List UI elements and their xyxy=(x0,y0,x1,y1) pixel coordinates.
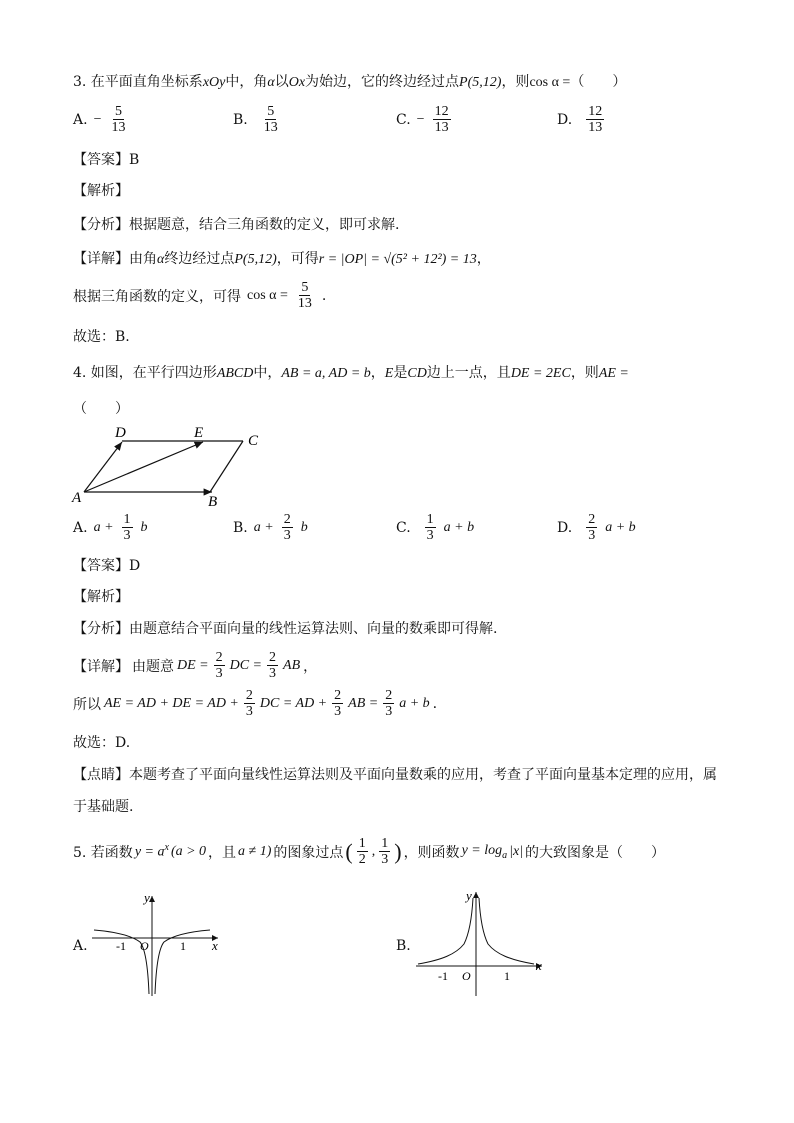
q3-stem xyxy=(73,72,626,93)
q3-stem-ox: Ox xyxy=(288,75,306,90)
fraction xyxy=(586,104,604,135)
q4-answer xyxy=(73,556,140,576)
answer-value: D xyxy=(129,558,141,574)
fraction xyxy=(282,512,293,543)
denominator: 3 xyxy=(334,704,342,719)
denominator: 3 xyxy=(426,528,434,543)
option-letter: B. xyxy=(233,519,248,536)
label-c: C xyxy=(248,433,259,449)
q5-stem xyxy=(73,836,665,867)
option-sign: − xyxy=(416,111,425,127)
vector-dc: DC = xyxy=(229,657,263,673)
q4-xiangjie xyxy=(73,650,317,681)
denominator: 3 xyxy=(385,704,393,719)
numerator: 2 xyxy=(269,650,277,665)
q4-fenxi xyxy=(73,619,497,639)
q3-answer xyxy=(73,150,139,170)
fraction xyxy=(109,104,127,135)
period: . xyxy=(432,695,438,712)
denominator: 3 xyxy=(123,528,131,543)
q4-paren: （ ） xyxy=(73,401,129,417)
denominator: 13 xyxy=(588,120,603,135)
denominator: 3 xyxy=(381,852,389,867)
q4-stem-text: ，则 xyxy=(570,365,599,381)
q4-stem-text: 边上一点，且 xyxy=(426,365,511,381)
func-exp: x xyxy=(164,842,169,854)
log-base: a xyxy=(502,849,508,861)
xiangjie-text: 由角 xyxy=(129,251,157,267)
q3-option-a[interactable] xyxy=(73,104,129,135)
q3-stem-text: 中，角 xyxy=(225,74,268,90)
period: . xyxy=(321,287,327,304)
q3-stem-text: 3. 在平面直角坐标系 xyxy=(73,74,203,90)
q3-stem-text: 为始边，它的终边经过点 xyxy=(305,74,460,90)
q3-line2 xyxy=(73,280,326,311)
q5-func xyxy=(135,842,169,861)
xiangjie-text: 由题意 xyxy=(132,658,174,675)
curve-right xyxy=(479,898,534,964)
q4-suoyi xyxy=(73,688,437,719)
fraction xyxy=(357,836,368,867)
numerator: 1 xyxy=(358,836,366,851)
q5-stem-text: ，则函数 xyxy=(403,844,460,861)
fraction xyxy=(379,836,390,867)
option-post: a + b xyxy=(443,519,475,535)
numerator: 12 xyxy=(588,104,603,119)
numerator: 5 xyxy=(267,104,275,119)
numerator: 2 xyxy=(245,688,253,703)
option-pre: a + xyxy=(253,519,274,535)
q5-cond: (a > 0 xyxy=(170,843,207,859)
numerator: 1 xyxy=(381,836,389,851)
numerator: 2 xyxy=(283,512,291,527)
y-label: y xyxy=(144,890,150,905)
fraction xyxy=(244,688,255,719)
q3-stem-coord: xOy xyxy=(202,75,226,90)
denominator: 13 xyxy=(297,296,312,311)
radius-expr: r = |OP| = √(5² + 12²) = 13 xyxy=(318,252,477,267)
vector-ae xyxy=(84,442,203,492)
q4-stem xyxy=(73,363,629,384)
denominator: 2 xyxy=(358,852,366,867)
option-letter: A. xyxy=(73,111,88,128)
tick-neg1: -1 xyxy=(438,969,448,983)
denominator: 13 xyxy=(434,120,449,135)
abs-x: |x| xyxy=(509,843,524,859)
q3-stem-cos: cos α = xyxy=(529,75,571,90)
denominator: 3 xyxy=(283,528,291,543)
answer-tag: 【答案】 xyxy=(73,152,129,168)
tick-neg1: -1 xyxy=(116,939,126,953)
expr-part-2: DC = AD + xyxy=(259,695,328,711)
numerator: 2 xyxy=(334,688,342,703)
q4-option-c[interactable] xyxy=(396,512,474,543)
dianjing-text: 本题考查了平面向量线性运算法则及平面向量数乘的应用，考查了平面向量基本定理的应用，属 xyxy=(129,767,717,783)
comma: , xyxy=(371,843,376,859)
line2-text: 根据三角函数的定义，可得 xyxy=(73,288,241,305)
option-letter: C. xyxy=(396,111,411,128)
point-expr: P(5,12) xyxy=(234,252,277,267)
q4-stem-ae: AE = xyxy=(598,366,629,381)
vector-de: DE = xyxy=(177,657,209,673)
label-a: A xyxy=(72,490,82,506)
q5-graph-a[interactable] xyxy=(88,888,228,1000)
option-post: b xyxy=(300,519,308,535)
q5-cond2: a ≠ 1) xyxy=(238,843,272,859)
xiangjie-text: ， xyxy=(476,251,491,267)
tick-1: 1 xyxy=(180,939,186,953)
fraction xyxy=(433,104,451,135)
q4-stem-text: 中， xyxy=(253,365,282,381)
denominator: 3 xyxy=(215,666,223,681)
dianjing-tag: 【点睛】 xyxy=(73,767,129,783)
q4-dianjing xyxy=(73,765,717,785)
numerator: 2 xyxy=(385,688,393,703)
option-letter: C. xyxy=(396,519,411,536)
q5-stem-text: 的大致图象是（ ） xyxy=(525,844,666,861)
q5-option-a-label[interactable]: A. xyxy=(73,938,88,954)
tick-1: 1 xyxy=(504,969,510,983)
q4-option-d[interactable] xyxy=(557,512,636,543)
option-pre: a + xyxy=(93,519,114,535)
q3-choose: 故选：B. xyxy=(73,329,130,345)
q3-stem-alpha: α xyxy=(267,75,275,90)
label-b: B xyxy=(208,494,218,510)
q5-stem-text: 的图象过点 xyxy=(273,844,344,861)
q3-option-d[interactable] xyxy=(557,104,606,135)
q4-stem-text: 是 xyxy=(393,365,408,381)
segment-cb xyxy=(210,441,243,492)
origin-label: O xyxy=(140,939,149,953)
q4-stem-text: ， xyxy=(370,365,385,381)
fraction xyxy=(267,650,278,681)
fraction xyxy=(332,688,343,719)
q5-log xyxy=(462,843,508,861)
option-letter: D. xyxy=(557,111,573,128)
q4-stem-vectors: AB = a, AD = b xyxy=(281,366,371,381)
xiangjie-tag: 【详解】 xyxy=(73,658,129,675)
option-letter: A. xyxy=(73,519,88,536)
fraction xyxy=(214,650,225,681)
q5-stem-text: 5. 若函数 xyxy=(73,844,133,861)
q3-stem-text: 以 xyxy=(274,74,289,90)
xiangjie-tag: 【详解】 xyxy=(73,251,129,267)
xiangjie-text: ，可得 xyxy=(276,251,319,267)
q3-stem-point: P(5,12) xyxy=(459,75,502,90)
q3-option-b[interactable] xyxy=(233,104,282,135)
label-d: D xyxy=(115,425,126,441)
numerator: 5 xyxy=(301,280,309,295)
numerator: 12 xyxy=(434,104,449,119)
analysis-tag: 【解析】 xyxy=(73,589,129,605)
xiangjie-text: 终边经过点 xyxy=(164,251,235,267)
numerator: 1 xyxy=(123,512,131,527)
q3-fenxi xyxy=(73,215,399,235)
fraction xyxy=(296,280,314,311)
q5-option-b-label[interactable]: B. xyxy=(396,938,411,954)
q4-option-b[interactable] xyxy=(233,512,308,543)
numerator: 5 xyxy=(114,104,122,119)
q4-stem-e: E xyxy=(384,366,394,381)
denominator: 13 xyxy=(263,120,278,135)
xiangjie-text: ， xyxy=(303,658,318,675)
q3-option-c[interactable] xyxy=(396,104,453,135)
fraction xyxy=(586,512,597,543)
fraction xyxy=(383,688,394,719)
fenxi-text: 根据题意，结合三角函数的定义，即可求解. xyxy=(129,217,400,233)
denominator: 3 xyxy=(588,528,596,543)
expr-part-1: AE = AD + DE = AD + xyxy=(104,695,239,711)
expr-part-4: a + b xyxy=(399,695,430,711)
denominator: 3 xyxy=(269,666,277,681)
q4-stem-cd: CD xyxy=(407,366,427,381)
fenxi-text: 由题意结合平面向量的线性运算法则、向量的数乘即可得解. xyxy=(129,621,498,637)
cos-expr: cos α = xyxy=(247,287,288,303)
curve-left xyxy=(418,898,473,964)
suoyi-text: 所以 xyxy=(73,696,101,713)
option-post: a + b xyxy=(605,519,636,535)
q4-choose: 故选：D. xyxy=(73,735,131,751)
answer-value: B xyxy=(129,152,140,168)
q4-stem-text: 4. 如图，在平行四边形 xyxy=(73,365,217,381)
fraction xyxy=(122,512,133,543)
parallelogram-figure xyxy=(70,422,280,512)
alpha-symbol: α xyxy=(157,252,165,267)
q4-stem-de: DE = 2EC xyxy=(510,366,571,381)
q5-graph-b[interactable] xyxy=(412,886,552,998)
numerator: 2 xyxy=(588,512,596,527)
x-label: x xyxy=(536,958,542,973)
q3-stem-text: ，则 xyxy=(501,74,530,90)
option-sign: − xyxy=(93,111,102,127)
option-letter: B. xyxy=(233,111,248,128)
q4-option-a[interactable] xyxy=(73,512,148,543)
fenxi-tag: 【分析】 xyxy=(73,621,129,637)
y-label: y xyxy=(466,888,472,903)
denominator: 3 xyxy=(245,704,253,719)
fraction xyxy=(425,512,436,543)
option-post: b xyxy=(140,519,148,535)
fraction xyxy=(262,104,280,135)
q5-stem-text: ，且 xyxy=(208,844,237,861)
numerator: 2 xyxy=(215,650,223,665)
q3-xiangjie xyxy=(73,249,491,270)
x-label: x xyxy=(212,938,218,953)
analysis-tag: 【解析】 xyxy=(73,183,129,199)
q4-stem-abcd: ABCD xyxy=(216,366,254,381)
q4-dianjing-line2: 于基础题. xyxy=(73,799,134,815)
func-base: y = a xyxy=(134,844,165,860)
vector-ab: AB xyxy=(283,657,301,673)
option-letter: D. xyxy=(557,519,573,536)
paren-close: ) xyxy=(394,838,402,864)
label-e: E xyxy=(194,425,204,441)
expr-part-3: AB = xyxy=(348,695,379,711)
paren-open: ( xyxy=(345,838,353,864)
numerator: 1 xyxy=(426,512,434,527)
denominator: 13 xyxy=(111,120,126,135)
q3-stem-paren: （ ） xyxy=(570,74,627,90)
origin-label: O xyxy=(462,969,471,983)
log-text: y = log xyxy=(461,842,503,858)
fenxi-tag: 【分析】 xyxy=(73,217,129,233)
answer-tag: 【答案】 xyxy=(73,558,129,574)
